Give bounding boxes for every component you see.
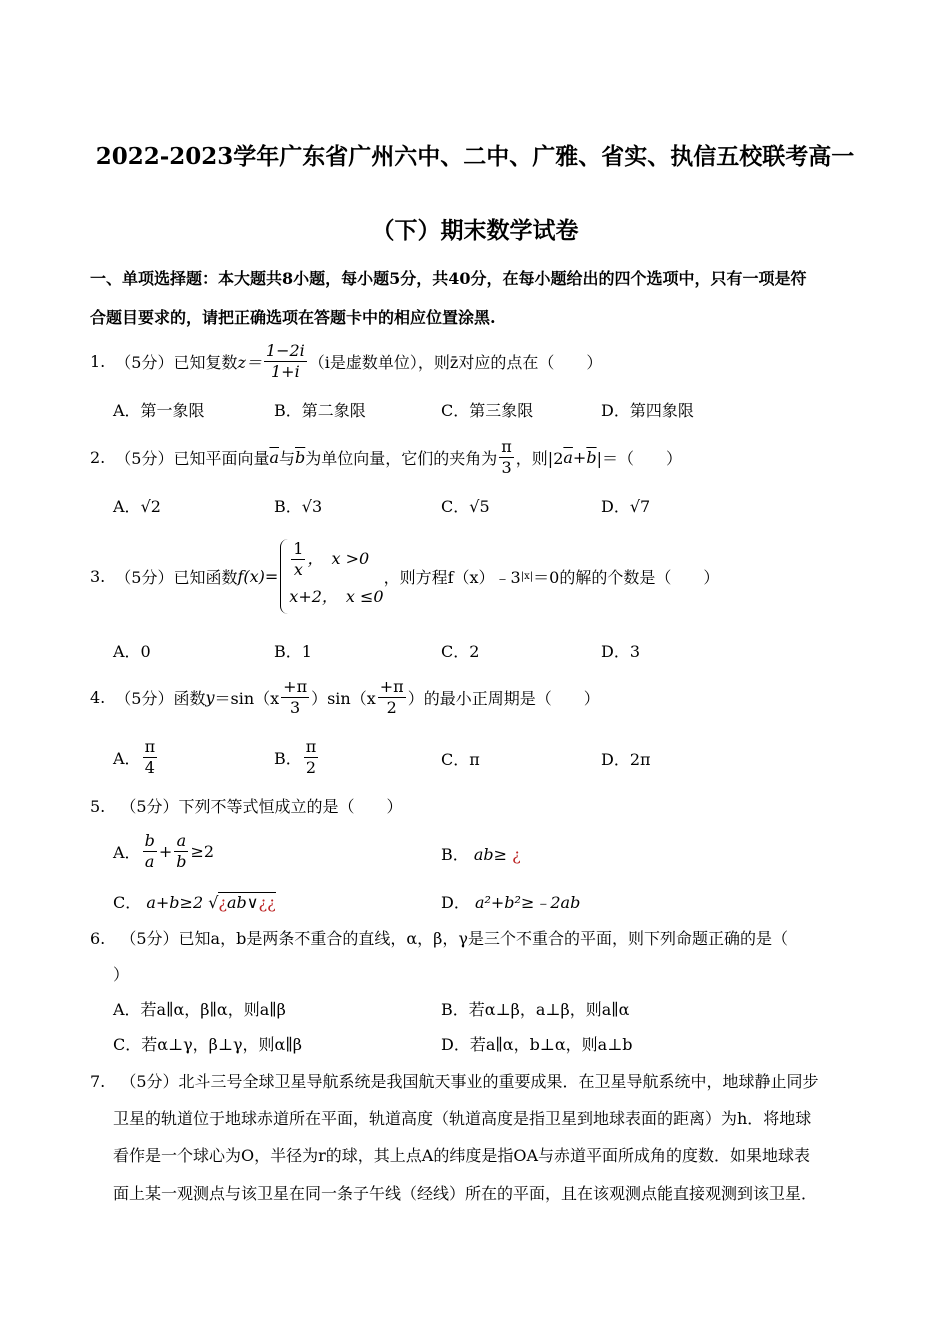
q2-vector-a2: $\overline{a}$ <box>563 447 573 467</box>
q2-option-a <box>113 494 161 517</box>
q5-number: 5. <box>90 797 106 816</box>
q5-option-d <box>441 890 580 913</box>
q2-vector-b: $\overline{b}$ <box>295 447 306 467</box>
q2-mid: 与 <box>279 448 296 468</box>
q3-case1-fraction <box>291 539 305 580</box>
q4-f1-num: +π <box>283 676 308 696</box>
q5-optC-root: √ <box>208 893 219 912</box>
q5-optC-radicand <box>218 892 275 912</box>
q1-z: z＝ <box>237 352 262 372</box>
q1-frac-num: 1−2i <box>265 340 305 360</box>
q2-option-a-label: A． <box>113 497 141 516</box>
q2-text-d: + <box>572 447 587 467</box>
q1-lead: （5分）已知复数 <box>115 352 238 372</box>
q2-option-b-root: √3 <box>301 497 323 516</box>
q5-optA-f1-den: a <box>144 851 155 871</box>
doc-title-line2: （下）期末数学试卷 <box>371 217 579 244</box>
q6-option-a: A．若a∥α，β∥α，则a∥β <box>113 1000 286 1019</box>
q5-optC-text: a+b≥2 <box>146 893 204 912</box>
question-7 <box>90 1069 819 1092</box>
q4-optB-den: 2 <box>305 757 317 777</box>
q2-option-c-label: C． <box>441 497 470 516</box>
q5-optA-fraction-1 <box>143 831 157 872</box>
q4-option-b-label: B． <box>274 748 302 768</box>
q5-text: （5分）下列不等式恒成立的是（ ） <box>120 797 403 816</box>
q7-line1: （5分）北斗三号全球卫星导航系统是我国航天事业的重要成果．在卫星导航系统中，地球静止同步 <box>120 1072 819 1091</box>
q4-option-a <box>113 734 159 780</box>
q6-number: 6. <box>90 929 106 948</box>
q4-optA-den: 4 <box>144 757 155 777</box>
q1-option-d: D．第四象限 <box>601 401 694 420</box>
q5-optD-label: D． <box>441 893 470 912</box>
q5-optC-in3: ¿¿ <box>258 893 276 912</box>
q7-line3: 看作是一个球心为O，半径为r的球，其上点A的纬度是指OA与赤道平面所成角的度数．如果地球表 <box>113 1146 810 1165</box>
q4-option-a-label: A． <box>113 748 141 768</box>
q5-optA-f2-num: a <box>174 831 188 852</box>
q2-option-b-label: B． <box>274 497 302 516</box>
q4-f2-den: 2 <box>386 697 397 717</box>
doc-title-line1: 2022-2023学年广东省广州六中、二中、广雅、省实、执信五校联考高一 <box>95 143 855 170</box>
q2-fraction <box>499 437 514 478</box>
q6-line1: （5分）已知a，b是两条不重合的直线，α，β，γ是三个不重合的平面，则下列命题正确的是（ <box>120 929 788 948</box>
q5-optA-f1-num: b <box>144 830 155 850</box>
q2-text-e: |＝（ ） <box>596 448 682 468</box>
q4-text-c: ）sin（x <box>311 688 376 708</box>
q3-fx: f(x)= <box>237 566 279 586</box>
q3-option-d: D．3 <box>601 642 641 661</box>
q4-option-a-fraction <box>143 737 158 778</box>
q4-y: y <box>205 687 215 707</box>
q2-option-b <box>274 494 322 517</box>
q6-line2: ） <box>113 965 130 984</box>
q1-tail: （i是虚数单位），则z̄对应的点在（ ） <box>308 352 603 372</box>
q3-number: 3. <box>90 566 106 586</box>
q5-optC-label: C． <box>113 893 142 912</box>
q2-text-c: ，则|2 <box>515 448 564 468</box>
q4-fraction-1 <box>281 677 309 718</box>
q2-option-c-root: √5 <box>469 497 490 516</box>
q4-text-a: （5分）函数 <box>115 688 206 708</box>
q2-option-a-root: √2 <box>140 497 161 516</box>
q4-f2-num: +π <box>379 676 404 696</box>
q5-option-c <box>113 890 276 913</box>
q4-option-d: D．2π <box>601 750 651 769</box>
question-1 <box>90 338 602 384</box>
q4-option-c: C．π <box>441 750 480 769</box>
q5-optA-f2-den: b <box>176 851 187 871</box>
q5-optA-label: A． <box>113 842 141 862</box>
q1-option-c: C．第三象限 <box>441 401 534 420</box>
q4-optB-num: π <box>305 736 317 756</box>
q5-optC-in1: ¿ <box>218 893 227 912</box>
q5-optB-label: B． <box>441 845 469 864</box>
q7-number: 7. <box>90 1072 106 1091</box>
q4-option-b-fraction <box>304 737 319 778</box>
q2-vector-a: $\overline{a}$ <box>269 447 279 467</box>
question-6 <box>90 926 788 949</box>
q2-option-d-root: √7 <box>629 497 651 516</box>
q2-option-c <box>441 494 490 517</box>
q5-option-b <box>441 842 521 865</box>
question-3 <box>90 538 719 614</box>
q3-option-a: A．0 <box>113 642 151 661</box>
q4-number: 4. <box>90 687 106 707</box>
q2-vector-b2: $\overline{b}$ <box>586 447 597 467</box>
q3-option-c: C．2 <box>441 642 480 661</box>
q5-option-a <box>113 828 214 874</box>
q2-text-a: （5分）已知平面向量 <box>115 448 270 468</box>
q6-option-d: D．若a∥α，b⊥α，则a⊥b <box>441 1035 633 1054</box>
q5-optD-text: a²+b²≥﹣2ab <box>474 893 581 912</box>
section1-heading-line1: 一、单项选择题：本大题共8小题，每小题5分，共40分，在每小题给出的四个选项中，只有一项是符 <box>90 269 807 288</box>
q2-frac-den: 3 <box>501 457 512 477</box>
question-4 <box>90 674 600 720</box>
q5-optA-tail: ≥2 <box>190 841 215 861</box>
q4-option-b <box>274 734 320 780</box>
q3-case1-cond: ， x >0 <box>307 548 370 568</box>
section1-heading-line2: 合题目要求的，请把正确选项在答题卡中的相应位置涂黑. <box>90 308 496 327</box>
q3-case-1 <box>289 539 383 580</box>
q6-option-b: B．若α⊥β，a⊥β，则a∥α <box>441 1000 630 1019</box>
q3-option-b: B．1 <box>274 642 312 661</box>
q5-optA-fraction-2 <box>174 831 188 872</box>
q1-option-b: B．第二象限 <box>274 401 366 420</box>
q3-case1-den: x <box>293 559 303 579</box>
q3-text-b: ，则方程f（x）﹣3 <box>383 567 521 587</box>
q4-optA-num: π <box>144 736 156 756</box>
q7-line2: 卫星的轨道位于地球赤道所在平面，轨道高度（轨道高度是指卫星到地球表面的距离）为h．将地球 <box>113 1109 812 1128</box>
q3-text-a: （5分）已知函数 <box>115 567 238 587</box>
q1-number: 1. <box>90 351 106 371</box>
q2-frac-num: π <box>501 436 512 456</box>
question-5 <box>90 794 403 817</box>
q4-fraction-2 <box>378 677 406 718</box>
q5-optA-plus: + <box>158 841 173 861</box>
q5-optC-in2: ab∨ <box>227 893 259 912</box>
q4-f1-den: 3 <box>290 697 301 717</box>
q2-option-d <box>601 494 650 517</box>
q3-text-c: ＝0的解的个数是（ ） <box>533 567 720 587</box>
q3-case-2: x+2， x ≤0 <box>289 586 384 606</box>
q1-frac-den: 1+i <box>270 361 300 381</box>
q5-optB-mark: ¿ <box>512 845 521 864</box>
q4-text-b: ＝sin（x <box>214 688 280 708</box>
q1-fraction <box>264 341 307 382</box>
q7-line4: 面上某一观测点与该卫星在同一条子午线（经线）所在的平面，且在该观测点能直接观测到该卫星． <box>113 1184 818 1203</box>
q3-case1-num: 1 <box>293 538 304 558</box>
question-2 <box>90 434 682 480</box>
q4-text-d: ）的最小正周期是（ ） <box>407 688 600 708</box>
q5-optB-text: ab≥ <box>473 845 508 864</box>
q1-option-a: A．第一象限 <box>113 401 205 420</box>
q6-option-c: C．若α⊥γ，β⊥γ，则α∥β <box>113 1035 302 1054</box>
q2-text-b: 为单位向量，它们的夹角为 <box>305 448 498 468</box>
q3-sup: |x| <box>520 570 534 582</box>
q2-number: 2. <box>90 447 106 467</box>
q3-piecewise <box>280 539 383 614</box>
q2-option-d-label: D． <box>601 497 630 516</box>
